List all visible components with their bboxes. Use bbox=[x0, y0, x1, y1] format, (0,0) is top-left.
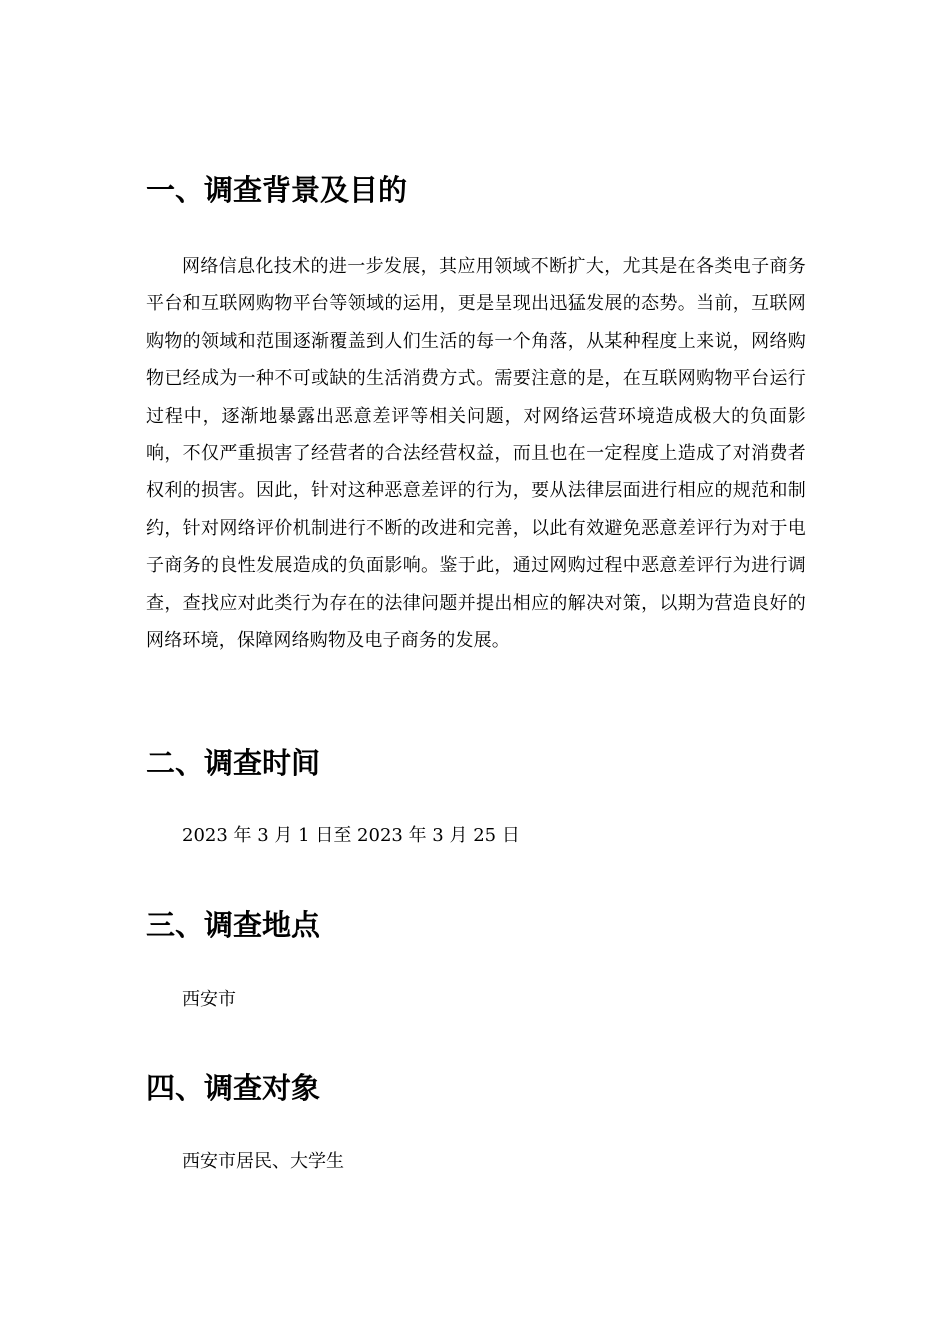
section-body-background: 网络信息化技术的进一步发展，其应用领域不断扩大，尤其是在各类电子商务平台和互联网购物平台等领域的运用，更是呈现出迅猛发展的态势。当前，互联网购物的领域和范围逐渐覆盖到人们生活的每一个角落，从某种程度上来说，网络购物已经成为一种不可或缺的生活消费方式。需要注意的是，在互联网购物平台运行过程中，逐渐地暴露出恶意差评等相关问题，对网络运营环境造成极大的负面影响，不仅严重损害了经营者的合法经营权益，而且也在一定程度上造成了对消费者权利的损害。因此，针对这种恶意差评的行为，要从法律层面进行相应的规范和制约，针对网络评价机制进行不断的改进和完善，以此有效避免恶意差评行为对于电子商务的良性发展造成的负面影响。鉴于此，通过网购过程中恶意差评行为进行调查，查找应对此类行为存在的法律问题并提出相应的解决对策，以期为营造良好的网络环境，保障网络购物及电子商务的发展。 bbox=[146, 256, 806, 652]
section-body-location: 西安市 bbox=[182, 989, 236, 1010]
section-body-time: 2023 年 3 月 1 日至 2023 年 3 月 25 日 bbox=[182, 825, 520, 846]
section-heading-subjects: 四、调查对象 bbox=[146, 1071, 321, 1105]
section-body-subjects: 西安市居民、大学生 bbox=[182, 1151, 344, 1172]
section-heading-time: 二、调查时间 bbox=[146, 746, 321, 780]
section-heading-background: 一、调查背景及目的 bbox=[146, 173, 408, 207]
section-heading-location: 三、调查地点 bbox=[146, 908, 321, 942]
